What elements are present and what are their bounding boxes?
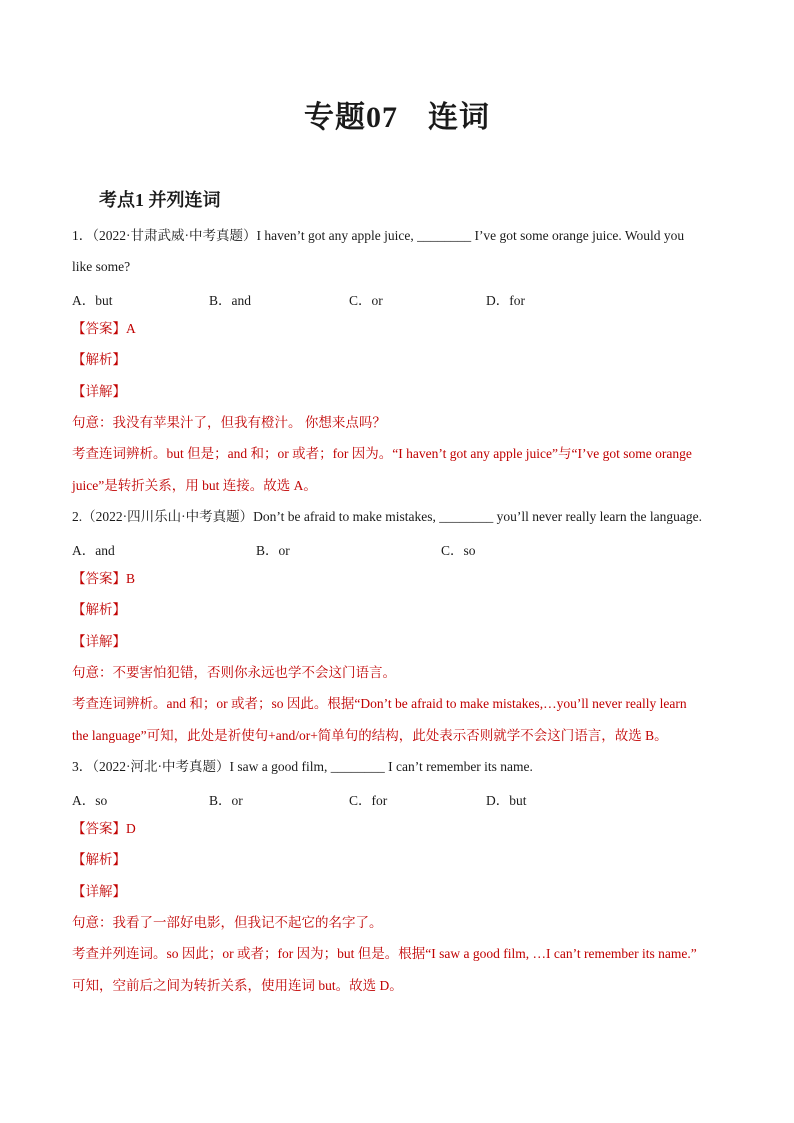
q1-detail-label: 【详解】 [72,384,126,399]
q3-answer-label: 【答案】 [72,821,126,836]
q2-source: （2022·四川乐山·中考真题） [82,509,254,524]
title-part2: 连词 [428,101,490,134]
q1-exp2-b: 是转折关系，用 but 连接。故选 A。 [104,478,317,493]
q1-stem-text: I haven’t got any apple juice, ________ I’ve got some orange juice. Would you [256,228,685,243]
section-heading: 考点1 并列连词 [99,190,221,210]
q3-source: （2022·河北·中考真题） [92,759,230,774]
q3-answer [72,820,136,838]
q3-analysis-label: 【解析】 [72,852,126,867]
q2-detail-label: 【详解】 [72,634,126,649]
q3-exp1-b: “I saw a good film, …I can’t remember its name.” [425,946,697,961]
q3-option-a: A．so [72,793,108,808]
q1-explanation-line1 [72,445,692,463]
q2-stem-text: Don’t be afraid to make mistakes, ________ you’ll never really learn the language. [253,509,702,524]
q3-exp1-a: 考查并列连词。so 因此；or 或者；for 因为；but 但是。根据 [72,946,426,961]
q3-stem-text: I saw a good film, ________ I can’t remember its name. [229,759,533,774]
q3-option-d: D．but [486,793,527,808]
q1-exp1-b: “I haven’t got any apple juice” [392,446,559,461]
q1-option-b: B．and [209,293,251,308]
q2-exp1-a: 考查连词辨析。and 和；or 或者；so 因此。根据 [72,696,355,711]
q1-analysis-label: 【解析】 [72,352,126,367]
page-title [0,92,794,136]
q2-option-a: A．and [72,543,115,558]
q3-explanation-line1 [72,945,697,963]
q1-explanation-line2 [72,477,317,495]
q1-answer [72,320,136,338]
q2-number: 2. [72,509,83,524]
q2-exp2-a: the language” [72,728,147,743]
q3-meaning: 句意：我看了一部好电影，但我记不起它的名字了。 [72,915,383,930]
q2-answer-label: 【答案】 [72,571,126,586]
q3-stem-line1 [72,758,533,776]
q3-option-c: C．for [349,793,388,808]
q3-detail-label: 【详解】 [72,884,126,899]
q1-answer-value: A [126,321,136,336]
q1-option-c: C．or [349,293,383,308]
q3-number: 3． [72,759,93,774]
q1-stem-line1 [72,227,684,245]
q2-stem-line1 [72,508,702,526]
q3-explanation-line2: 可知，空前后之间为转折关系，使用连词 but。故选 D。 [72,978,403,993]
q1-exp2-a: juice” [72,478,105,493]
q2-analysis-label: 【解析】 [72,602,126,617]
q2-exp2-b: 可知，此处是祈使句+and/or+简单句的结构，此处表示否则就学不会这门语言，故选 B。 [146,728,668,743]
q1-option-d: D．for [486,293,525,308]
q1-stem-line2: like some? [72,259,131,274]
q2-answer-value: B [126,571,136,586]
q1-source: （2022·甘肃武威·中考真题） [92,228,257,243]
q2-option-c: C．so [441,543,476,558]
q2-meaning: 句意：不要害怕犯错，否则你永远也学不会这门语言。 [72,665,396,680]
q2-explanation-line2 [72,727,668,745]
q2-explanation-line1 [72,695,687,713]
q1-exp1-c: 与 [558,446,572,461]
q2-answer [72,570,135,588]
q1-exp1-a: 考查连词辨析。but 但是；and 和；or 或者；for 因为。 [72,446,393,461]
q3-option-b: B．or [209,793,243,808]
q1-answer-label: 【答案】 [72,321,126,336]
q2-exp1-b: “Don’t be afraid to make mistakes,…you’ll never really learn [354,696,687,711]
q3-answer-value: D [126,821,136,836]
q1-number: 1． [72,228,93,243]
q2-option-b: B．or [256,543,290,558]
q1-exp1-d: “I’ve got some orange [571,446,692,461]
q1-meaning: 句意：我没有苹果汁了，但我有橙汁。 你想来点吗？ [72,415,386,430]
q1-option-a: A．but [72,293,113,308]
title-part1: 专题07 [304,101,398,134]
